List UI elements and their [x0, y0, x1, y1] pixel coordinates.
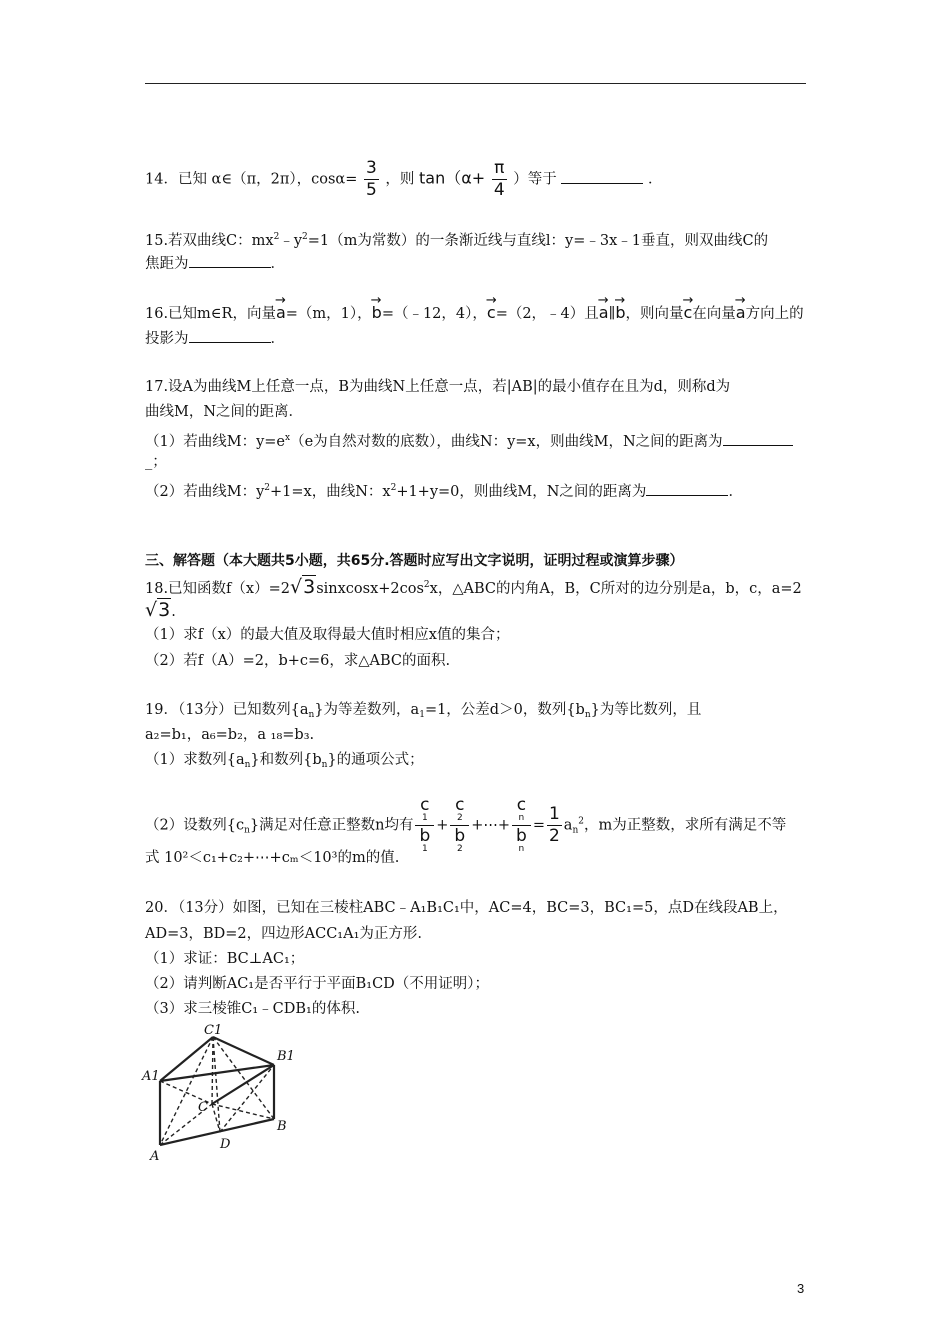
question-17-part-1 [145, 428, 793, 452]
radicand: 3 [158, 599, 171, 621]
question-16-line-2 [145, 328, 285, 349]
b-letter: b [454, 826, 466, 846]
subscript: n [308, 710, 315, 720]
superscript: 2 [273, 232, 280, 242]
fraction-c2-b2 [450, 797, 469, 854]
question-19-line-1 [145, 700, 701, 725]
q16-text-c: =（﹣12，4）， [381, 306, 487, 322]
superscript: 2 [302, 232, 308, 242]
answer-blank[interactable] [561, 169, 643, 184]
question-20-part-1: （1）求证：BC⊥AC₁； [145, 951, 305, 967]
triangular-prism-figure [138, 1024, 308, 1164]
q19-p2-d: ，m为正整数，求所有满足不等 [583, 817, 787, 834]
edge-c1-c [212, 1037, 213, 1104]
q16-end: ． [270, 331, 285, 347]
label-d: D [220, 1137, 231, 1152]
q17-end: ． [728, 484, 743, 500]
question-20-line-1: 20．（13分）如图，已知在三棱柱ABC﹣A₁B₁C₁中，AC=4，BC=3，BC₁=5，点D在线段AB上， [145, 900, 788, 916]
q14-tan: tan（α+ [419, 168, 486, 188]
label-a: A [150, 1149, 160, 1164]
question-20-part-3: （3）求三棱锥C₁﹣CDB₁的体积. [145, 1001, 360, 1017]
q18-text-b: sinxcosx+2cos [316, 581, 424, 597]
c-letter: c [455, 795, 465, 815]
question-19-line-5: 式 10²＜c₁+c₂+⋯+cₘ＜10³的m的值. [145, 850, 400, 866]
q19-p1-b: }和数列{b [250, 752, 322, 768]
subscript: n [572, 825, 579, 836]
q17-text-c: （2）若曲线M：y [145, 484, 265, 500]
q18-text-a: 18.已知函数f（x）=2 [145, 581, 290, 597]
q19-p2-b: }满足对任意正整数n均有 [249, 817, 414, 834]
segment-c1-a [160, 1037, 213, 1145]
q17-text-b: （e为自然对数的底数），曲线N：y=x，则曲线M，N之间的距离为 [290, 434, 723, 450]
fraction-3-5 [364, 160, 379, 199]
superscript: 2 [578, 816, 584, 827]
label-a1: A1 [142, 1069, 160, 1084]
q19-an: a [563, 817, 573, 834]
q19-p1-a: （1）求数列{a [145, 752, 245, 768]
section-3-heading: 三、解答题（本大题共5小题，共65分.答题时应写出文字说明，证明过程或演算步骤） [145, 553, 684, 569]
q14-equals: ）等于 [513, 171, 557, 188]
vector-b: → b [615, 303, 625, 323]
ellipsis-plus: +⋯+ [471, 817, 511, 834]
vector-b: → b [372, 303, 382, 323]
question-18-part-2: （2）若f（A）=2，b+c=6，求△ABC的面积. [145, 653, 451, 669]
q19-text-b: }为等差数列，a [314, 702, 420, 718]
header-rule [145, 83, 806, 84]
question-18-part-1: （1）求f（x）的最大值及取得最大值时相应x值的集合； [145, 627, 510, 643]
fraction-c1-b1 [415, 797, 434, 854]
q18-period: . [171, 604, 176, 620]
q17-text-d: +1=x，曲线N：x [270, 484, 391, 500]
label-b1: B1 [277, 1049, 295, 1064]
question-15-line-1 [145, 227, 768, 251]
vector-a: → a [736, 303, 746, 323]
segment-c-b1 [212, 1065, 274, 1104]
frac-num: 3 [365, 158, 377, 178]
subscript: n [244, 825, 250, 836]
q19-text-a: 19．（13分）已知数列{a [145, 702, 309, 718]
b-letter: b [516, 826, 527, 846]
answer-blank[interactable] [189, 328, 271, 343]
subscript: 1 [421, 844, 428, 854]
page-number: 3 [797, 1281, 805, 1296]
parallel-symbol: ∥ [608, 306, 616, 322]
q15-text-a: 15.若双曲线C：mx [145, 233, 274, 249]
question-17-part-2 [145, 478, 743, 502]
subscript: n [518, 844, 525, 854]
q19-text-d: }为等比数列，且 [590, 702, 702, 718]
vector-a: → a [276, 303, 286, 323]
c-letter: c [420, 795, 430, 815]
superscript: 2 [423, 580, 430, 590]
answer-blank[interactable] [646, 481, 728, 496]
question-18-line-2 [145, 600, 176, 622]
question-19-line-2: a₂=b₁，a₆=b₂，a ₁₈=b₃. [145, 727, 315, 743]
q15-text-c: =1（m为常数）的一条渐近线与直线l：y=﹣3x﹣1垂直，则双曲线C的 [307, 233, 769, 249]
q16-text-b: =（m，1）， [285, 306, 372, 322]
q17-text-e: +1+y=0，则曲线M，N之间的距离为 [396, 484, 647, 500]
q16-text-d: =（2，﹣4）且 [495, 306, 599, 322]
q15-text-b: ﹣y [279, 233, 303, 249]
question-20-line-2: AD=3，BD=2，四边形ACC₁A₁为正方形. [145, 926, 422, 942]
frac-num [415, 797, 434, 826]
q16-text-f: ，则向量 [625, 306, 684, 322]
q19-text-c: =1，公差d＞0，数列{b [424, 702, 585, 718]
subscript: n [244, 760, 251, 770]
q16-text-a: 16.已知m∈R，向量 [145, 306, 276, 322]
subscript: 2 [456, 844, 463, 854]
q19-p2-a: （2）设数列{c [145, 817, 245, 834]
subscript: 1 [421, 813, 428, 823]
question-19-part-1 [145, 750, 424, 775]
answer-blank[interactable] [723, 431, 793, 446]
question-17-line-2: 曲线M，N之间的距离． [145, 404, 304, 420]
edge-c1-b1 [213, 1037, 274, 1065]
vector-a: → a [599, 303, 609, 323]
frac-num: 1 [548, 804, 560, 824]
frac-den [512, 826, 531, 854]
question-20-part-2: （2）请判断AC₁是否平行于平面B₁CD（不用证明）； [145, 976, 490, 992]
c-letter: c [516, 795, 527, 815]
superscript: 2 [390, 483, 397, 493]
equals-sign: = [532, 817, 545, 834]
subscript: n [518, 813, 525, 823]
radicand: 3 [303, 576, 316, 598]
sqrt-3: √3 [145, 599, 171, 621]
subscript: 2 [456, 813, 463, 823]
plus-sign: + [436, 817, 449, 834]
label-c: C [198, 1100, 208, 1115]
question-19-part-2 [145, 797, 786, 854]
q19-p1-c: }的通项公式； [327, 752, 424, 768]
frac-den [415, 826, 434, 854]
question-17-line-4: _； [145, 454, 167, 470]
vector-c: → c [487, 303, 496, 323]
frac-den: 4 [493, 180, 505, 200]
frac-den: 2 [548, 826, 560, 846]
q14-text: 14．已知 α∈（π，2π），cosα= [145, 171, 358, 188]
question-17-line-1: 17.设A为曲线M上任意一点，B为曲线N上任意一点，若|AB|的最小值存在且为d，则称d为 [145, 379, 731, 395]
subscript: n [321, 760, 328, 770]
q14-then: ，则 [385, 171, 415, 188]
b-letter: b [419, 826, 431, 846]
question-18-line-1 [145, 575, 802, 599]
sqrt-3: √3 [289, 576, 316, 598]
q15-text-2: 焦距为 [145, 256, 189, 272]
fraction-pi-4 [492, 160, 507, 199]
q15-end: ． [270, 256, 285, 272]
frac-num: π [492, 160, 507, 180]
q16-text-g: 在向量 [692, 306, 736, 322]
question-15-line-2 [145, 253, 285, 274]
frac-num [512, 797, 531, 826]
answer-blank[interactable] [189, 253, 271, 268]
fraction-half [547, 806, 562, 845]
label-b: B [277, 1119, 287, 1134]
subscript: n [584, 710, 591, 720]
q17-text-a: （1）若曲线M：y=e [145, 434, 285, 450]
question-16-line-1 [145, 303, 804, 324]
fraction-cn-bn [512, 797, 531, 854]
superscript: x [285, 433, 291, 443]
q16-text-h: 方向上的 [745, 306, 804, 322]
vector-c: → c [683, 303, 692, 323]
superscript: 2 [264, 483, 270, 493]
q18-text-c: x，△ABC的内角A，B，C所对的边分别是a，b，c，a=2 [429, 581, 802, 597]
frac-num [450, 797, 469, 826]
q14-end: ． [647, 171, 663, 188]
q16-text-2: 投影为 [145, 331, 189, 347]
frac-den [450, 826, 469, 854]
frac-den: 5 [365, 180, 377, 200]
label-c1: C1 [204, 1024, 223, 1038]
question-14 [145, 160, 662, 199]
subscript: 1 [419, 710, 425, 720]
